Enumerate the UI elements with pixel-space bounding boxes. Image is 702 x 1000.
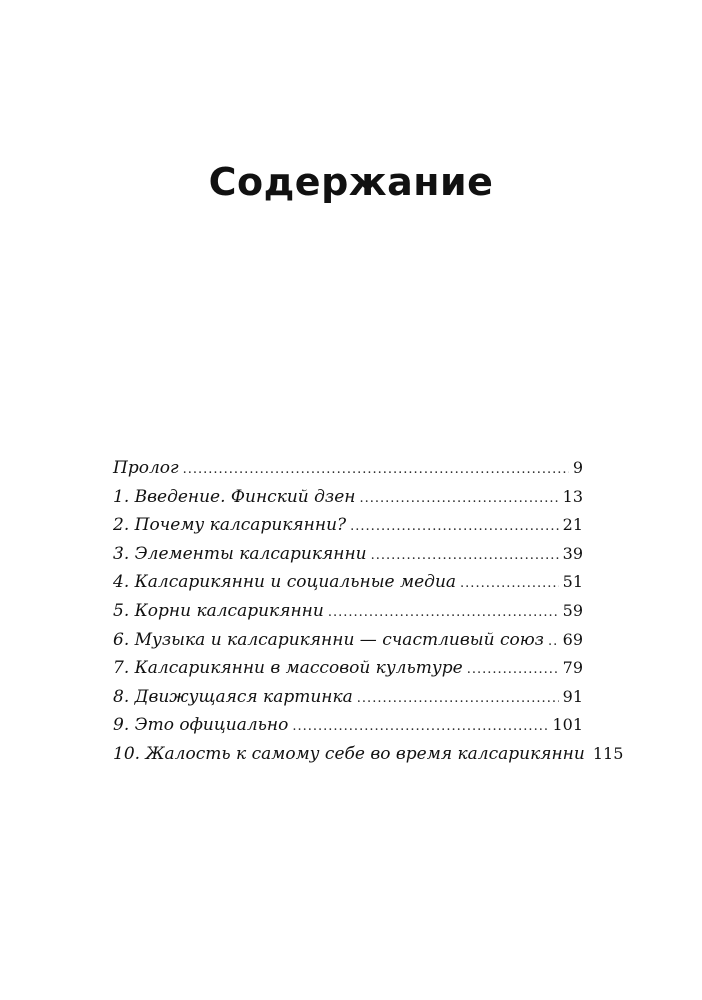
toc-entry-title: 5. Корни калсарикянни — [113, 600, 324, 621]
toc-entry — [113, 658, 583, 687]
toc-page-number: 9 — [572, 458, 583, 477]
dot-leader — [460, 576, 559, 591]
dot-leader — [467, 662, 559, 677]
toc-entry-title: Пролог — [113, 458, 179, 478]
toc-page-number: 51 — [562, 572, 583, 592]
toc-entry-title: 10. Жалость к самому себе во время калсарикянни — [113, 743, 585, 764]
toc-entry — [113, 743, 624, 773]
toc-page-number: 91 — [562, 686, 583, 706]
dot-leader — [350, 519, 558, 534]
toc-entry — [113, 487, 583, 516]
page-title: Содержание — [208, 160, 494, 204]
toc-entry — [113, 630, 583, 659]
toc-page-number: 79 — [562, 658, 583, 678]
toc-page-number: 13 — [562, 486, 583, 506]
toc-page-number: 59 — [562, 600, 583, 620]
dot-leader — [183, 462, 569, 477]
toc-entry-title: 6. Музыка и калсарикянни — счастливый союз — [113, 629, 544, 650]
toc-entry-title: 7. Калсарикянни в массовой культуре — [113, 658, 463, 679]
dot-leader — [292, 719, 548, 734]
toc-entry — [113, 515, 583, 544]
toc-page-number: 21 — [562, 515, 583, 535]
toc-entry — [113, 601, 583, 630]
toc-page-number: 115 — [592, 743, 624, 763]
toc-entry — [113, 458, 583, 487]
toc-page-number: 39 — [562, 543, 583, 563]
dot-leader — [359, 491, 558, 506]
toc-entry-title: 1. Введение. Финский дзен — [113, 486, 356, 507]
toc-entry-title: 4. Калсарикянни и социальные медиа — [113, 572, 457, 593]
toc-entry — [113, 572, 583, 601]
dot-leader — [371, 548, 559, 563]
toc-entry — [113, 715, 583, 744]
toc-entry-title: 8. Движущаяся картинка — [113, 686, 353, 707]
toc-entry-title: 2. Почему калсарикянни? — [113, 515, 347, 536]
dot-leader — [548, 634, 559, 649]
toc-entry — [113, 687, 583, 716]
dot-leader — [328, 605, 559, 620]
toc-entry — [113, 544, 583, 573]
toc-entry-title: 3. Элементы калсарикянни — [113, 543, 367, 564]
dot-leader — [357, 691, 559, 706]
toc-page-number: 101 — [552, 715, 583, 735]
table-of-contents — [113, 458, 624, 773]
toc-page-number: 69 — [562, 629, 583, 649]
toc-entry-title: 9. Это официально — [113, 715, 289, 736]
